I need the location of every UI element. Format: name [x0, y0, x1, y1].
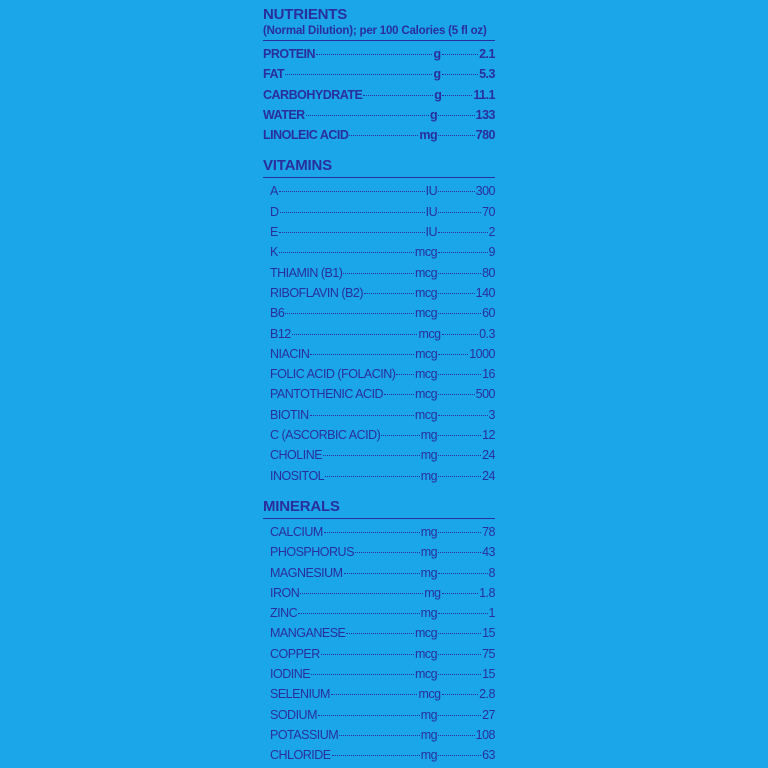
nutrient-name: PROTEIN [263, 47, 316, 61]
nutrient-unit: mcg [414, 306, 438, 321]
dot-leader [438, 354, 468, 355]
nutrient-name: FOLIC ACID (FOLACIN) [270, 367, 396, 382]
nutrient-unit: mcg [414, 407, 438, 422]
dot-leader [438, 374, 481, 375]
nutrient-name: CALCIUM [270, 524, 323, 539]
nutrient-name: MAGNESIUM [270, 565, 343, 580]
nutrient-name: LINOLEIC ACID [263, 128, 349, 143]
nutrient-name: CARBOHYDRATE [263, 87, 363, 102]
nutrient-value: 300 [475, 184, 495, 199]
dot-leader [364, 293, 414, 294]
nutrient-unit: mg [420, 468, 438, 483]
dot-leader [331, 694, 418, 695]
dot-leader [438, 455, 481, 456]
nutrient-value: 780 [475, 128, 495, 143]
table-row [263, 583, 495, 603]
table-row [263, 364, 495, 384]
nutrient-name: IODINE [270, 667, 311, 682]
nutrient-value: 1 [488, 606, 495, 621]
table-row [263, 745, 495, 765]
nutrient-value: 11.1 [473, 87, 495, 102]
dot-leader [323, 455, 420, 456]
table-row [263, 384, 495, 404]
dot-leader [438, 476, 481, 477]
nutrient-name: BIOTIN [270, 407, 309, 422]
dot-leader [300, 593, 423, 594]
divider [263, 177, 495, 178]
table-row [263, 242, 495, 262]
nutrient-value: 1.8 [479, 585, 495, 600]
nutrient-value: 63 [482, 748, 495, 763]
nutrient-name: NIACIN [270, 346, 310, 361]
dot-leader [325, 476, 420, 477]
dot-leader [318, 715, 420, 716]
dot-leader [438, 252, 488, 253]
dot-leader [438, 715, 481, 716]
nutrient-value: 9 [488, 245, 495, 260]
nutrient-name: D [270, 204, 279, 219]
dot-leader [438, 674, 481, 675]
nutrient-name: INOSITOL [270, 468, 325, 483]
nutrient-unit: g [433, 47, 441, 61]
nutrient-value: 5.3 [479, 67, 495, 82]
table-row [263, 202, 495, 222]
nutrient-unit: mg [420, 727, 438, 742]
dot-leader [381, 435, 419, 436]
dot-leader [343, 273, 413, 274]
dot-leader [438, 415, 488, 416]
nutrient-value: 12 [482, 428, 495, 443]
nutrient-value: 70 [482, 204, 495, 219]
dot-leader [442, 54, 479, 55]
nutrients-subtitle: (Normal Dilution); per 100 Calories (5 fl oz) [263, 25, 487, 37]
nutrient-unit: mg [420, 448, 438, 463]
dot-leader [442, 593, 479, 594]
nutrient-unit: IU [425, 184, 438, 199]
nutrient-value: 24 [482, 468, 495, 483]
dot-leader [442, 74, 479, 75]
dot-leader [279, 191, 425, 192]
nutrient-unit: mg [420, 606, 438, 621]
nutrient-unit: mcg [415, 285, 438, 300]
nutrient-value: 24 [482, 448, 495, 463]
nutrient-value: 15 [482, 667, 495, 682]
nutrient-value: 75 [482, 646, 495, 661]
table-row [263, 64, 495, 84]
dot-leader [363, 95, 433, 96]
dot-leader [346, 633, 414, 634]
nutrient-name: A [270, 184, 278, 199]
dot-leader [442, 95, 472, 96]
nutrient-name: COPPER [270, 646, 320, 661]
nutrient-name: THIAMIN (B1) [270, 265, 343, 280]
nutrient-value: 2.1 [479, 47, 495, 61]
nutrient-unit: mcg [414, 646, 438, 661]
nutrient-value: 27 [482, 707, 495, 722]
nutrient-name: PANTOTHENIC ACID [270, 387, 384, 402]
nutrient-name: K [270, 245, 278, 260]
minerals-list [263, 522, 495, 766]
dot-leader [438, 654, 481, 655]
dot-leader [279, 252, 414, 253]
table-row [263, 263, 495, 283]
dot-leader [438, 532, 481, 533]
dot-leader [279, 232, 425, 233]
nutrient-unit: mcg [414, 265, 438, 280]
nutrient-unit: mg [420, 428, 438, 443]
nutrient-unit: mg [420, 524, 438, 539]
nutrient-value: 140 [475, 285, 495, 300]
table-row [263, 344, 495, 364]
nutrient-name: FAT [263, 67, 285, 82]
nutrient-value: 2.8 [479, 687, 495, 702]
nutrient-name: PHOSPHORUS [270, 545, 354, 560]
dot-leader [438, 212, 481, 213]
nutrient-name: ZINC [270, 606, 298, 621]
table-row [263, 664, 495, 684]
nutrient-unit: mcg [414, 626, 438, 641]
dot-leader [349, 135, 418, 136]
table-row [263, 684, 495, 704]
minerals-heading: MINERALS [263, 497, 340, 515]
nutrient-value: 15 [482, 626, 495, 641]
table-row [263, 125, 495, 145]
nutrient-unit: mg [420, 707, 438, 722]
dot-leader [438, 115, 475, 116]
vitamins-list [263, 181, 495, 485]
dot-leader [311, 674, 414, 675]
dot-leader [442, 334, 479, 335]
table-row [263, 603, 495, 623]
nutrient-unit: mcg [418, 687, 441, 702]
nutrient-unit: mcg [414, 367, 438, 382]
table-row [263, 85, 495, 105]
nutrients-list [263, 44, 495, 145]
nutrient-value: 43 [482, 545, 495, 560]
nutrient-unit: mcg [414, 667, 438, 682]
dot-leader [438, 735, 475, 736]
nutrient-unit: mcg [415, 346, 438, 361]
dot-leader [355, 552, 420, 553]
dot-leader [438, 633, 481, 634]
nutrient-unit: mg [420, 565, 438, 580]
nutrient-unit: mcg [418, 326, 441, 341]
dot-leader [438, 435, 481, 436]
dot-leader [438, 273, 481, 274]
dot-leader [438, 573, 488, 574]
nutrient-name: IRON [270, 585, 300, 600]
dot-leader [310, 354, 414, 355]
nutrient-unit: g [433, 67, 441, 82]
table-row [263, 181, 495, 201]
dot-leader [344, 573, 420, 574]
nutrient-name: POTASSIUM [270, 727, 339, 742]
dot-leader [442, 694, 479, 695]
dot-leader [438, 755, 481, 756]
table-row [263, 222, 495, 242]
divider [263, 518, 495, 519]
dot-leader [285, 74, 432, 75]
nutrient-name: CHLORIDE [270, 748, 331, 763]
nutrient-name: SODIUM [270, 707, 317, 722]
nutrient-value: 78 [482, 524, 495, 539]
table-row [263, 44, 495, 64]
nutrient-unit: mcg [415, 387, 438, 402]
vitamins-heading: VITAMINS [263, 157, 332, 175]
table-row [263, 725, 495, 745]
dot-leader [285, 313, 414, 314]
table-row [263, 405, 495, 425]
nutrient-value: 1000 [469, 346, 495, 361]
dot-leader [339, 735, 420, 736]
nutrient-value: 60 [482, 306, 495, 321]
table-row [263, 303, 495, 323]
nutrient-value: 80 [482, 265, 495, 280]
table-row [263, 445, 495, 465]
nutrient-unit: IU [425, 225, 438, 240]
table-row [263, 623, 495, 643]
table-row [263, 105, 495, 125]
dot-leader [321, 654, 414, 655]
nutrient-name: SELENIUM [270, 687, 330, 702]
nutrient-unit: mg [424, 585, 441, 600]
nutrient-unit: mcg [414, 245, 438, 260]
dot-leader [306, 115, 429, 116]
nutrient-value: 3 [488, 407, 495, 422]
dot-leader [332, 755, 420, 756]
table-row [263, 425, 495, 445]
dot-leader [438, 232, 488, 233]
nutrient-unit: g [434, 87, 442, 102]
nutrient-unit: IU [425, 204, 438, 219]
table-row [263, 522, 495, 542]
table-row [263, 324, 495, 344]
dot-leader [292, 334, 418, 335]
nutrient-name: WATER [263, 107, 305, 122]
nutrients-heading: NUTRIENTS [263, 6, 348, 23]
nutrient-value: 0.3 [479, 326, 495, 341]
nutrient-unit: mg [420, 748, 438, 763]
dot-leader [438, 293, 475, 294]
nutrient-value: 8 [488, 565, 495, 580]
dot-leader [396, 374, 414, 375]
table-row [263, 705, 495, 725]
dot-leader [324, 532, 420, 533]
nutrient-unit: g [430, 107, 438, 122]
nutrient-name: C (ASCORBIC ACID) [270, 428, 381, 443]
nutrient-value: 16 [482, 367, 495, 382]
nutrient-name: B6 [270, 306, 285, 321]
table-row [263, 644, 495, 664]
nutrient-name: RIBOFLAVIN (B2) [270, 285, 363, 300]
dot-leader [438, 191, 475, 192]
table-row [263, 563, 495, 583]
dot-leader [298, 613, 420, 614]
dot-leader [384, 394, 414, 395]
nutrient-unit: mg [420, 545, 438, 560]
dot-leader [438, 394, 475, 395]
dot-leader [438, 552, 481, 553]
dot-leader [316, 54, 432, 55]
nutrient-value: 108 [475, 727, 495, 742]
dot-leader [310, 415, 414, 416]
dot-leader [280, 212, 425, 213]
dot-leader [438, 613, 488, 614]
nutrient-unit: mg [419, 128, 438, 143]
nutrient-value: 133 [475, 107, 495, 122]
nutrient-name: E [270, 225, 278, 240]
divider [263, 40, 495, 41]
nutrient-name: CHOLINE [270, 448, 323, 463]
nutrient-name: B12 [270, 326, 291, 341]
nutrient-value: 500 [475, 387, 495, 402]
nutrient-name: MANGANESE [270, 626, 346, 641]
nutrition-panel [263, 6, 495, 766]
dot-leader [438, 313, 481, 314]
table-row [263, 283, 495, 303]
dot-leader [438, 135, 475, 136]
table-row [263, 542, 495, 562]
nutrient-value: 2 [488, 225, 495, 240]
table-row [263, 466, 495, 486]
